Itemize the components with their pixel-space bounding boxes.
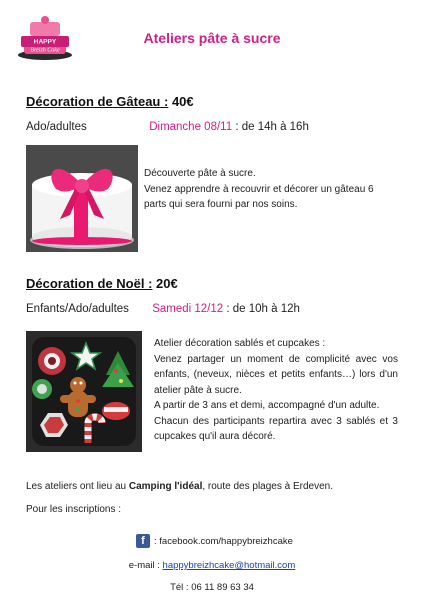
workshop-price: 20€ [156, 276, 178, 291]
location-place: Camping l'idéal [128, 481, 203, 492]
page-title: Ateliers pâte à sucre [143, 30, 281, 46]
facebook-icon[interactable]: f [136, 534, 150, 548]
workshop-schedule [26, 303, 300, 315]
workshop-name: Décoration de Gâteau [26, 94, 161, 109]
workshop-time: : de 14h à 16h [235, 121, 309, 133]
description-paragraph: Venez apprendre à recouvrir et décorer un gâteau 6 parts qui sera fourni par nos soins. [144, 183, 374, 210]
svg-text:HAPPY: HAPPY [33, 38, 57, 46]
svg-text:Breizh Cake: Breizh Cake [30, 47, 60, 54]
christmas-cookies-image [26, 331, 142, 452]
workshop-name: Décoration de Noël [26, 276, 145, 291]
workshop-date: Dimanche 08/11 [149, 121, 233, 133]
workshop-date: Samedi 12/12 [152, 303, 224, 315]
workshop-audience: Ado/adultes [26, 121, 87, 133]
description-paragraph: Chacun des participants repartira avec 3 sablés et 3 cupcakes qu'il aura décoré. [154, 415, 398, 442]
location-suffix: , route des plages à Erdeven. [202, 481, 333, 492]
description-paragraph: Découverte pâte à sucre. [144, 168, 256, 179]
description-paragraph: A partir de 3 ans et demi, accompagné d'un adulte. [154, 400, 380, 411]
email-line [0, 560, 424, 571]
location-line [26, 481, 333, 492]
workshop-audience: Enfants/Ado/adultes [26, 303, 129, 315]
workshop-time: : de 10h à 12h [226, 303, 300, 315]
workshop-schedule [26, 121, 309, 133]
workshop-price: 40€ [171, 94, 194, 109]
workshop-description [154, 336, 398, 445]
description-paragraph: Venez partager un moment de complicité avec vos enfants, (neveux, nièces et petits enfants…) lors d'un atelier pâte à sucre. [154, 353, 398, 396]
workshop-description [144, 166, 394, 213]
description-paragraph: Atelier décoration sablés et cupcakes : [154, 338, 326, 349]
phone-line: Tél : 06 11 89 63 34 [170, 582, 254, 593]
location-prefix: Les ateliers ont lieu au [26, 481, 129, 492]
cake-with-pink-bow-image [26, 145, 138, 252]
registration-label: Pour les inscriptions : [26, 504, 122, 515]
facebook-line [136, 534, 293, 548]
workshop-title: Décoration de Noël : 20€ [26, 276, 178, 291]
facebook-link[interactable]: : facebook.com/happybreizhcake [154, 535, 293, 547]
email-label: e-mail : [128, 560, 163, 571]
workshop-title: Décoration de Gâteau : 40€ [26, 94, 194, 109]
email-link[interactable]: happybreizhcake@hotmail.com [162, 560, 296, 571]
